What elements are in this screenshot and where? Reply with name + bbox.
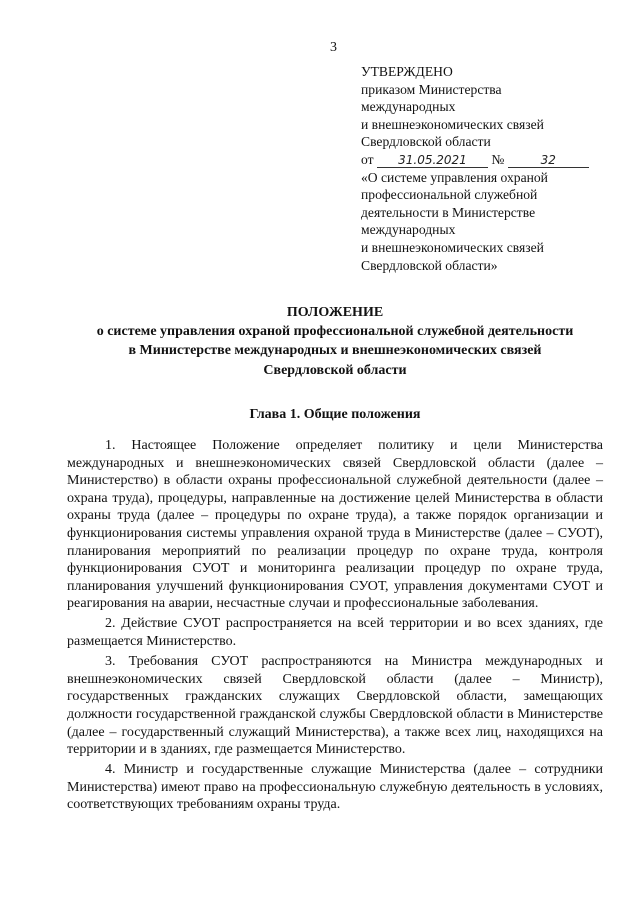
approval-subject-line: профессиональной служебной	[361, 187, 538, 203]
date-prefix: от	[361, 151, 374, 167]
handwritten-date: 31.05.2021	[377, 154, 488, 168]
approval-heading: УТВЕРЖДЕНО	[361, 64, 453, 79]
approval-subject-line: Свердловской области»	[361, 257, 498, 273]
handwritten-order-number: 32	[508, 154, 589, 168]
approval-subject-line: международных	[361, 222, 456, 238]
approval-subject-line: деятельности в Министерстве	[361, 204, 536, 220]
body-text	[67, 437, 603, 816]
page-number: 3	[330, 40, 337, 55]
approval-line: Свердловской области	[361, 134, 491, 150]
document-title	[65, 303, 605, 380]
approval-stamp-block	[361, 63, 621, 274]
approval-subject-line: «О системе управления охраной	[361, 169, 548, 185]
paragraph: 4. Министр и государственные служащие Министерства (далее – сотрудники Министерства) имеют право на профессиональную служебную деятельность в условиях, соответствующих требованиям охраны труда.	[67, 762, 603, 813]
document-title-line: Свердловской области	[263, 362, 407, 378]
paragraph: 3. Требования СУОТ распространяются на Министра международных и внешнеэкономических связей Свердловской области (далее – Министр), государственных гражданских служащих Свердловской области, замещающих должности государственной гражданской службы Свердловской области в Министерстве (далее – государственный служащий Министерства), а также всех лиц, находящихся на территории и в зданиях, где размещается Министерство.	[67, 654, 603, 758]
approval-subject-line: и внешнеэкономических связей	[361, 239, 544, 255]
number-prefix: №	[491, 151, 505, 167]
document-title-line: в Министерстве международных и внешнеэкономических связей	[128, 343, 542, 359]
paragraph: 1. Настоящее Положение определяет политику и цели Министерства международных и внешнеэкономических связей Свердловской области (далее – Министерство) в области охраны профессиональной служебной деятельности (далее – охрана труда), процедуры, направленные на достижение целей Министерства в области охраны труда (далее – процедуры по охране труда), а также порядок организации и функционирования системы управления охраной труда в Министерстве (далее – СУОТ), планирования мероприятий по реализации процедур по охране труда, контроля функционирования СУОТ и мониторинга реализации процедур по охране труда, планирования улучшений функционирования СУОТ, управления документами СУОТ и реагирования на аварии, несчастные случаи и профессиональные заболевания.	[67, 438, 603, 612]
paragraph: 2. Действие СУОТ распространяется на всей территории и во всех зданиях, где размещается Министерство.	[67, 616, 603, 650]
chapter-heading: Глава 1. Общие положения	[249, 407, 421, 422]
approval-line: и внешнеэкономических связей	[361, 116, 544, 132]
approval-line: международных	[361, 99, 456, 115]
approval-date-number-line	[361, 151, 621, 169]
document-title-line: ПОЛОЖЕНИЕ	[286, 305, 384, 320]
document-title-line: о системе управления охраной профессиональной служебной деятельности	[96, 324, 574, 340]
approval-line: приказом Министерства	[361, 81, 502, 97]
